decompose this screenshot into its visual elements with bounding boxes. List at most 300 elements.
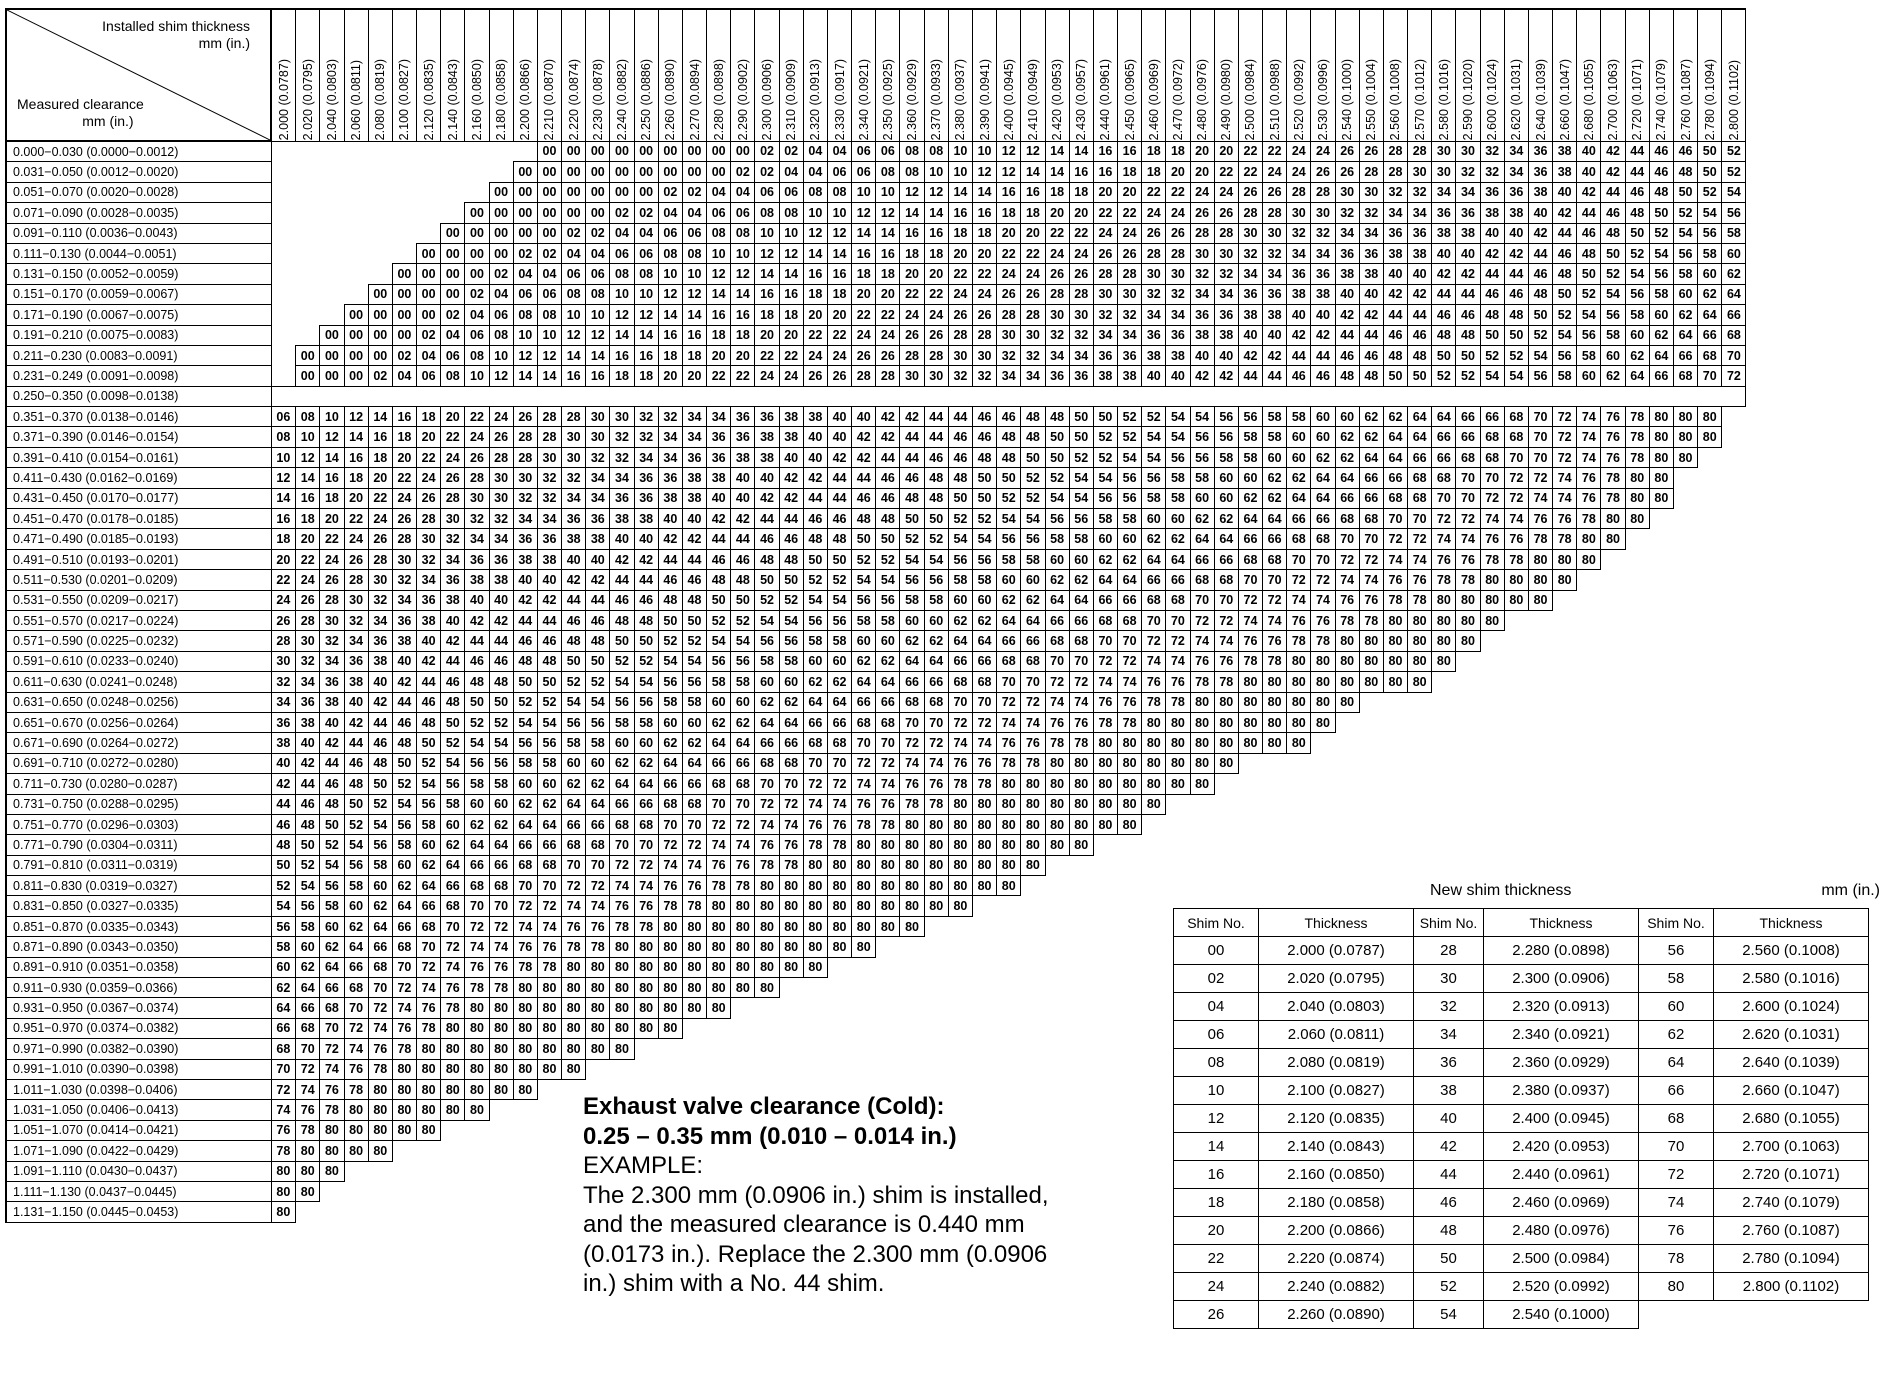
shim-number-cell: 74 [1214, 631, 1238, 651]
shim-number-cell: 58 [779, 651, 803, 671]
empty-cell [1625, 529, 1649, 549]
shim-number-cell: 80 [1528, 570, 1552, 590]
shim-number-cell: 44 [513, 610, 537, 630]
shim-number-cell: 80 [827, 855, 851, 875]
empty-cell [1601, 692, 1625, 712]
shim-number-cell: 54 [948, 529, 972, 549]
shim-number-cell: 42 [803, 468, 827, 488]
shim-number-cell: 22 [1118, 203, 1142, 223]
shim-number-cell: 04 [731, 182, 755, 202]
shim-number-cell: 48 [1480, 305, 1504, 325]
shim-number-cell: 56 [972, 549, 996, 569]
shim-table-header: Thickness [1714, 909, 1869, 937]
shim-number-cell: 32 [1414, 993, 1484, 1021]
shim-number-cell: 38 [1287, 284, 1311, 304]
empty-cell [271, 182, 296, 202]
shim-number-cell: 36 [1263, 284, 1287, 304]
column-header-label: 2.330 (0.0917) [832, 59, 847, 141]
empty-cell [779, 1059, 803, 1079]
shim-number-cell: 80 [1456, 631, 1480, 651]
shim-number-cell: 80 [827, 896, 851, 916]
shim-number-cell: 80 [537, 998, 561, 1018]
shim-number-cell: 00 [586, 162, 610, 182]
empty-cell [1045, 855, 1069, 875]
shim-number-cell: 80 [489, 1079, 513, 1099]
shim-number-cell: 52 [1553, 305, 1577, 325]
shim-number-cell: 52 [1045, 468, 1069, 488]
empty-cell [1432, 774, 1456, 794]
shim-number-cell: 54 [1414, 1301, 1484, 1329]
measured-clearance-row-label: 0.571−0.590 (0.0225−0.0232) [6, 631, 271, 651]
empty-cell [1625, 672, 1649, 692]
empty-cell [320, 141, 344, 162]
shim-number-cell: 80 [1601, 509, 1625, 529]
shim-number-cell: 08 [634, 264, 658, 284]
shim-number-cell: 24 [1118, 223, 1142, 243]
shim-number-cell: 52 [876, 549, 900, 569]
column-header-label: 2.370 (0.0933) [929, 59, 944, 141]
shim-number-cell: 50 [296, 835, 320, 855]
shim-number-cell: 54 [827, 590, 851, 610]
empty-cell [900, 1059, 924, 1079]
shim-number-cell: 18 [779, 305, 803, 325]
shim-number-cell: 62 [465, 814, 489, 834]
shim-number-cell: 28 [562, 407, 586, 427]
shim-number-cell: 48 [1625, 203, 1649, 223]
shim-number-cell: 72 [562, 876, 586, 896]
empty-cell [1504, 835, 1528, 855]
empty-cell [368, 223, 392, 243]
shim-number-cell: 80 [924, 855, 948, 875]
shim-number-cell: 76 [513, 937, 537, 957]
shim-number-cell: 08 [803, 182, 827, 202]
shim-number-cell: 08 [610, 264, 634, 284]
shim-number-cell: 80 [1359, 631, 1383, 651]
shim-number-cell: 72 [271, 1079, 296, 1099]
shim-number-cell: 40 [392, 651, 416, 671]
empty-cell [1021, 1059, 1045, 1079]
column-header-label: 2.600 (0.1024) [1485, 59, 1500, 141]
shim-number-cell: 32 [658, 407, 682, 427]
shim-number-cell: 64 [827, 692, 851, 712]
shim-number-cell: 68 [465, 876, 489, 896]
shim-number-cell: 76 [1577, 468, 1601, 488]
column-header-label: 2.080 (0.0819) [373, 59, 388, 141]
shim-number-cell: 68 [803, 733, 827, 753]
shim-number-cell: 46 [1673, 141, 1697, 162]
shim-number-cell: 70 [972, 692, 996, 712]
shim-number-cell: 68 [296, 1018, 320, 1038]
shim-number-cell: 54 [344, 835, 368, 855]
shim-number-cell: 20 [731, 345, 755, 365]
shim-number-cell: 40 [1577, 162, 1601, 182]
shim-number-cell: 80 [634, 1018, 658, 1038]
shim-number-cell: 74 [392, 998, 416, 1018]
empty-cell [1069, 916, 1093, 936]
shim-number-cell: 12 [658, 284, 682, 304]
shim-number-cell: 52 [948, 509, 972, 529]
empty-cell [924, 978, 948, 998]
shim-number-cell: 62 [1093, 549, 1117, 569]
empty-cell [1118, 1059, 1142, 1079]
shim-number-cell: 64 [441, 855, 465, 875]
shim-number-cell: 66 [827, 712, 851, 732]
shim-number-cell: 56 [1045, 509, 1069, 529]
table-row [6, 305, 1746, 325]
shim-number-cell: 46 [537, 631, 561, 651]
shim-number-cell: 56 [1577, 325, 1601, 345]
shim-number-cell: 18 [368, 447, 392, 467]
shim-number-cell: 76 [1335, 590, 1359, 610]
shim-number-cell: 64 [997, 610, 1021, 630]
shim-number-cell: 24 [441, 447, 465, 467]
empty-cell [344, 1181, 368, 1201]
shim-number-cell: 38 [465, 570, 489, 590]
shim-number-cell: 62 [1021, 590, 1045, 610]
shim-number-cell: 78 [296, 1120, 320, 1140]
shim-number-cell: 38 [417, 610, 441, 630]
empty-cell [682, 1059, 706, 1079]
shim-number-cell: 64 [948, 631, 972, 651]
shim-number-cell: 60 [1190, 488, 1214, 508]
shim-number-cell: 08 [1174, 1049, 1259, 1077]
shim-number-cell: 70 [586, 855, 610, 875]
shim-number-cell: 22 [1238, 141, 1262, 162]
shim-number-cell: 66 [779, 733, 803, 753]
shim-number-cell: 18 [682, 345, 706, 365]
empty-cell [392, 1141, 416, 1161]
empty-cell [924, 916, 948, 936]
shim-number-cell: 54 [1673, 223, 1697, 243]
shim-number-cell: 54 [1528, 345, 1552, 365]
shim-number-cell: 12 [827, 223, 851, 243]
shim-number-cell: 44 [1480, 264, 1504, 284]
shim-number-cell: 04 [586, 243, 610, 263]
shim-number-cell: 56 [948, 549, 972, 569]
shim-number-cell: 24 [948, 284, 972, 304]
shim-number-cell: 12 [586, 325, 610, 345]
shim-number-cell: 46 [731, 549, 755, 569]
shim-number-cell: 52 [513, 692, 537, 712]
shim-number-cell: 66 [972, 651, 996, 671]
shim-number-cell: 68 [1383, 488, 1407, 508]
shim-thickness-cell: 2.680 (0.1055) [1714, 1105, 1869, 1133]
shim-thickness-cell: 2.560 (0.1008) [1714, 937, 1869, 965]
shim-number-cell: 64 [1359, 447, 1383, 467]
shim-number-cell: 62 [1190, 509, 1214, 529]
empty-cell [1142, 1018, 1166, 1038]
shim-number-cell: 48 [827, 529, 851, 549]
shim-number-cell: 36 [562, 509, 586, 529]
shim-number-cell: 50 [972, 488, 996, 508]
table-row [6, 590, 1746, 610]
shim-number-cell: 10 [803, 203, 827, 223]
shim-number-cell: 74 [1408, 549, 1432, 569]
shim-number-cell: 32 [634, 427, 658, 447]
shim-number-cell: 74 [1456, 529, 1480, 549]
column-header-label: 2.540 (0.1000) [1340, 59, 1355, 141]
shim-number-cell: 80 [586, 1039, 610, 1059]
shim-number-cell: 52 [1504, 345, 1528, 365]
shim-number-cell: 80 [731, 957, 755, 977]
empty-cell [1553, 794, 1577, 814]
shim-number-cell: 36 [1118, 345, 1142, 365]
empty-cell [1311, 814, 1335, 834]
shim-number-cell: 40 [1311, 305, 1335, 325]
shim-number-cell: 48 [852, 509, 876, 529]
shim-number-cell: 64 [296, 978, 320, 998]
empty-cell [1504, 814, 1528, 834]
shim-number-cell: 00 [465, 264, 489, 284]
shim-number-cell: 54 [1577, 305, 1601, 325]
shim-number-cell: 34 [320, 651, 344, 671]
shim-number-cell: 44 [1528, 243, 1552, 263]
shim-number-cell: 48 [900, 488, 924, 508]
empty-cell [900, 998, 924, 1018]
shim-number-cell: 50 [1601, 243, 1625, 263]
shim-number-cell: 74 [1045, 692, 1069, 712]
empty-cell [296, 243, 320, 263]
shim-number-cell: 46 [344, 753, 368, 773]
shim-number-cell: 58 [827, 631, 851, 651]
shim-number-cell: 70 [803, 753, 827, 773]
shim-number-cell: 80 [779, 896, 803, 916]
shim-number-cell: 46 [1553, 243, 1577, 263]
shim-number-cell: 42 [1504, 243, 1528, 263]
installed-thickness-column-header [1698, 9, 1722, 141]
shim-number-cell: 42 [1190, 366, 1214, 386]
shim-number-cell: 22 [1142, 182, 1166, 202]
empty-cell [1504, 631, 1528, 651]
shim-number-cell: 56 [1190, 427, 1214, 447]
shim-number-cell: 44 [271, 794, 296, 814]
shim-number-cell: 40 [1504, 223, 1528, 243]
shim-number-cell: 80 [1528, 590, 1552, 610]
empty-cell [1263, 794, 1287, 814]
shim-number-cell: 28 [368, 549, 392, 569]
shim-number-cell: 78 [392, 1039, 416, 1059]
empty-cell [392, 1202, 416, 1222]
table-row [6, 488, 1746, 508]
shim-number-cell: 48 [1456, 325, 1480, 345]
empty-cell [1383, 876, 1407, 896]
empty-cell [1456, 733, 1480, 753]
table-row [6, 447, 1746, 467]
shim-number-cell: 06 [658, 223, 682, 243]
shim-number-cell: 44 [1625, 162, 1649, 182]
empty-cell [972, 937, 996, 957]
empty-cell [1214, 774, 1238, 794]
table-row [6, 203, 1746, 223]
shim-number-cell: 20 [707, 345, 731, 365]
shim-number-cell: 78 [755, 855, 779, 875]
shim-number-cell: 66 [562, 814, 586, 834]
shim-number-cell: 42 [827, 447, 851, 467]
shim-thickness-cell: 2.440 (0.0961) [1484, 1161, 1639, 1189]
empty-cell [1069, 978, 1093, 998]
shim-number-cell: 62 [1311, 447, 1335, 467]
installed-thickness-column-header [1335, 9, 1359, 141]
empty-cell [1601, 712, 1625, 732]
shim-number-cell: 52 [1432, 366, 1456, 386]
shim-number-cell: 14 [972, 182, 996, 202]
empty-cell [1673, 692, 1697, 712]
shim-number-cell: 14 [513, 366, 537, 386]
shim-number-cell: 36 [441, 570, 465, 590]
shim-number-cell: 44 [610, 570, 634, 590]
shim-number-cell: 08 [489, 325, 513, 345]
shim-number-cell: 60 [1021, 570, 1045, 590]
shim-number-cell: 58 [634, 712, 658, 732]
empty-cell [1263, 774, 1287, 794]
empty-cell [1432, 672, 1456, 692]
shim-number-cell: 10 [271, 447, 296, 467]
shim-number-cell: 22 [344, 509, 368, 529]
column-header-label: 2.380 (0.0937) [953, 59, 968, 141]
empty-cell [1408, 855, 1432, 875]
shim-number-cell: 34 [1190, 284, 1214, 304]
shim-number-cell: 24 [876, 325, 900, 345]
empty-cell [1383, 774, 1407, 794]
shim-number-cell: 74 [707, 835, 731, 855]
shim-number-cell: 66 [682, 774, 706, 794]
shim-number-cell: 00 [417, 243, 441, 263]
empty-cell [513, 1120, 537, 1140]
shim-number-cell: 02 [392, 345, 416, 365]
shim-number-cell: 22 [924, 284, 948, 304]
shim-number-cell: 32 [1118, 305, 1142, 325]
shim-number-cell: 16 [658, 325, 682, 345]
shim-number-cell: 42 [658, 529, 682, 549]
empty-cell [779, 1039, 803, 1059]
empty-cell [876, 1018, 900, 1038]
shim-number-cell: 38 [1311, 284, 1335, 304]
shim-number-cell: 72 [1383, 529, 1407, 549]
empty-cell [1045, 957, 1069, 977]
shim-number-cell: 60 [1311, 427, 1335, 447]
table-row [6, 855, 1746, 875]
shim-thickness-cell: 2.360 (0.0929) [1484, 1049, 1639, 1077]
empty-cell [1625, 794, 1649, 814]
empty-cell [972, 916, 996, 936]
shim-number-cell: 78 [1432, 570, 1456, 590]
shim-number-cell: 80 [368, 1141, 392, 1161]
empty-cell [997, 1059, 1021, 1079]
empty-cell [900, 1018, 924, 1038]
shim-number-cell: 38 [1263, 305, 1287, 325]
shim-number-cell: 44 [1456, 284, 1480, 304]
empty-cell [1118, 896, 1142, 916]
empty-cell [1698, 733, 1722, 753]
shim-number-cell: 56 [344, 855, 368, 875]
empty-cell [972, 1059, 996, 1079]
shim-number-cell: 52 [586, 672, 610, 692]
shim-number-cell: 74 [489, 937, 513, 957]
shim-number-cell: 70 [1698, 366, 1722, 386]
empty-cell [1480, 794, 1504, 814]
shim-number-cell: 50 [1649, 203, 1673, 223]
measured-clearance-row-label: 1.091−1.110 (0.0430−0.0437) [6, 1161, 271, 1181]
measured-clearance-row-label: 1.051−1.070 (0.0414−0.0421) [6, 1120, 271, 1140]
shim-number-cell: 18 [755, 305, 779, 325]
shim-number-cell: 22 [755, 345, 779, 365]
shim-number-cell: 64 [803, 692, 827, 712]
shim-number-cell: 22 [441, 427, 465, 447]
shim-number-cell: 64 [1649, 345, 1673, 365]
empty-cell [1335, 876, 1359, 896]
shim-number-cell: 46 [1528, 264, 1552, 284]
shim-number-cell: 28 [876, 366, 900, 386]
shim-number-cell: 20 [368, 468, 392, 488]
shim-number-cell: 22 [1174, 1245, 1259, 1273]
shim-number-cell: 00 [320, 345, 344, 365]
installed-thickness-column-header [320, 9, 344, 141]
empty-cell [537, 1161, 561, 1181]
shim-number-cell: 80 [779, 916, 803, 936]
shim-number-cell: 76 [344, 1059, 368, 1079]
shim-number-cell: 58 [924, 590, 948, 610]
table-row [1174, 1049, 1869, 1077]
shim-number-cell: 70 [1480, 468, 1504, 488]
shim-number-cell: 80 [562, 1018, 586, 1038]
shim-number-cell: 78 [948, 774, 972, 794]
empty-cell [972, 957, 996, 977]
shim-number-cell: 24 [271, 590, 296, 610]
shim-number-cell: 34 [658, 427, 682, 447]
shim-number-cell: 60 [1625, 325, 1649, 345]
shim-number-cell: 36 [755, 407, 779, 427]
column-header-label: 2.040 (0.0803) [324, 59, 339, 141]
column-header-label: 2.530 (0.0996) [1315, 59, 1330, 141]
shim-number-cell: 04 [803, 141, 827, 162]
shim-number-cell: 46 [658, 570, 682, 590]
measured-clearance-label [17, 96, 144, 130]
shim-number-cell: 60 [731, 692, 755, 712]
empty-cell [1553, 631, 1577, 651]
shim-number-cell: 50 [997, 468, 1021, 488]
shim-number-cell: 24 [803, 345, 827, 365]
shim-number-cell: 70 [296, 1039, 320, 1059]
shim-number-cell: 18 [634, 366, 658, 386]
shim-number-cell: 26 [1335, 141, 1359, 162]
empty-cell [1142, 916, 1166, 936]
shim-number-cell: 80 [924, 896, 948, 916]
shim-number-cell: 14 [344, 427, 368, 447]
shim-number-cell: 80 [827, 876, 851, 896]
shim-number-cell: 08 [658, 243, 682, 263]
shim-number-cell: 68 [1238, 549, 1262, 569]
shim-number-cell: 26 [1142, 223, 1166, 243]
shim-number-cell: 62 [417, 855, 441, 875]
shim-number-cell: 66 [1649, 366, 1673, 386]
column-header-label: 2.310 (0.0909) [784, 59, 799, 141]
shim-number-cell: 80 [924, 835, 948, 855]
installed-thickness-column-header [1649, 9, 1673, 141]
shim-number-cell: 80 [1287, 672, 1311, 692]
empty-cell [1045, 876, 1069, 896]
shim-number-cell: 28 [465, 468, 489, 488]
shim-number-cell: 50 [1504, 325, 1528, 345]
shim-number-cell: 76 [779, 835, 803, 855]
shim-number-cell: 28 [513, 427, 537, 447]
empty-cell [1456, 712, 1480, 732]
shim-number-cell: 18 [1142, 141, 1166, 162]
shim-number-cell: 34 [1456, 182, 1480, 202]
shim-number-cell: 24 [320, 549, 344, 569]
shim-number-cell: 48 [1414, 1217, 1484, 1245]
shim-number-cell: 06 [586, 264, 610, 284]
shim-number-cell: 64 [658, 753, 682, 773]
